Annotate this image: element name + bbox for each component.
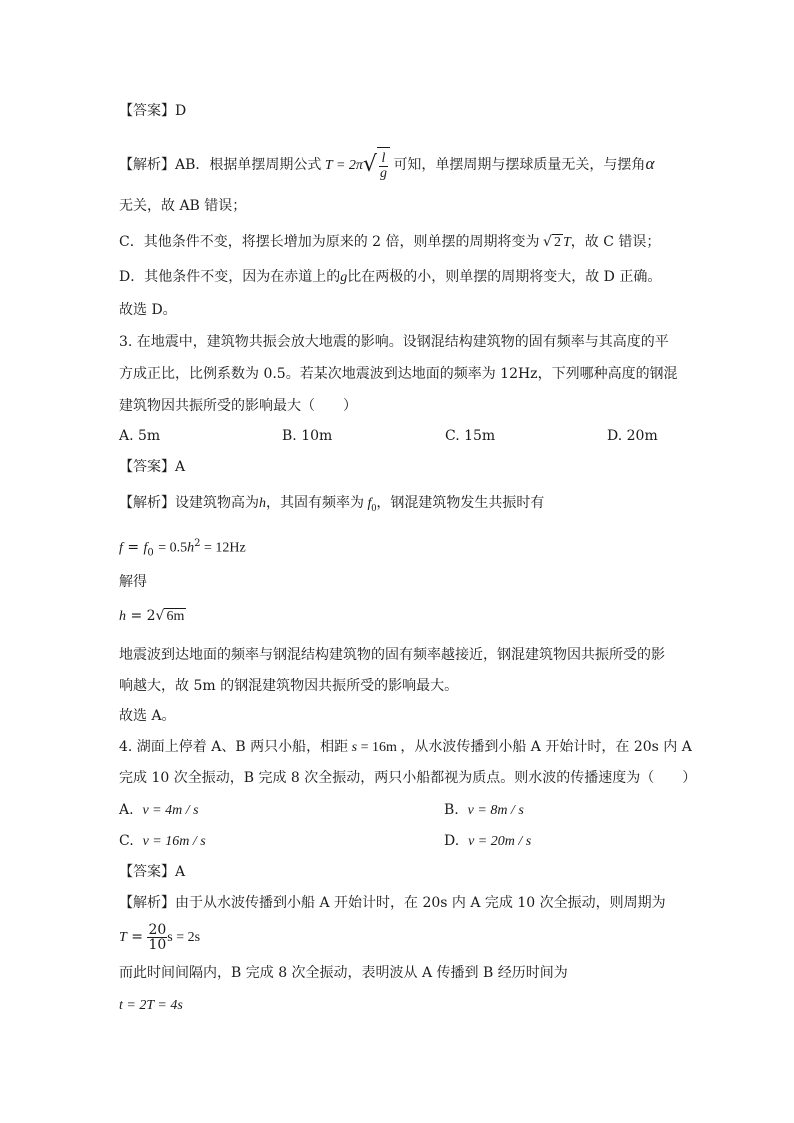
period-formula: T = 2π √ $\frac{l}{g}$: [321, 158, 393, 173]
d-line-text: D．其他条件不变，因为在赤道上的: [119, 269, 341, 285]
question-4-line1: [119, 737, 692, 758]
equation-t: t = 2T = 4s: [119, 998, 183, 1013]
sqrt2T-formula: √ 2 T: [543, 234, 571, 250]
explanation-q4-line1: 【解析】由于从水波传播到小船 A 开始计时，在 20s 内 A 完成 10 次全振动，则周期为: [119, 895, 666, 911]
choose-d: 故选 D。: [119, 302, 177, 318]
equation-h: h = 2√ 6m: [119, 608, 185, 624]
distance-formula: s = 16m: [348, 740, 397, 755]
expl-q2-mid: 可知，单摆周期与摆球质量无关，与摆角: [393, 157, 646, 173]
equation-f: $f = f_0 = 0.5h^2 = 12Hz$: [119, 538, 246, 559]
expl-q3-text-a: 【解析】设建筑物高为: [119, 495, 259, 511]
f0-symbol: $f_0$: [364, 496, 377, 514]
q4-text-a: 4. 湖面上停着 A、B 两只小船，相距: [119, 739, 349, 755]
q4-text-b: ，从水波传播到小船 A 开始计时，在 20s 内 A: [400, 739, 692, 755]
answer-q2: 【答案】D: [119, 103, 187, 119]
q3-conclusion-line1: 地震波到达地面的频率与钢混结构建筑物的固有频率越接近，钢混建筑物因共振所受的影: [119, 647, 665, 663]
d-line-tail: 比在两极的小，则单摆的周期将变大，故 D 正确。: [347, 269, 662, 285]
solve-label: 解得: [119, 574, 147, 590]
answer-q4: 【答案】A: [119, 864, 186, 880]
question-3-line3: 建筑物因共振所受的影响最大（ ）: [119, 398, 357, 414]
q4-option-b: B. v = 8m / s: [444, 802, 524, 818]
q3-conclusion-line2: 响越大，故 5m 的钢混建筑物因共振所受的影响最大。: [119, 678, 459, 694]
expl-q3-text-b: ，其固有频率为: [266, 495, 364, 511]
question-4-line2: 完成 10 次全振动，B 完成 8 次全振动，两只小船都视为质点。则水波的传播速度为（ ）: [119, 770, 697, 786]
q3-option-a: A. 5m: [119, 428, 161, 444]
explanation-q2-line2: 无关，故 AB 错误；: [119, 198, 247, 214]
q4-option-d: D. v = 20m / s: [444, 833, 532, 849]
alpha-symbol: α: [645, 154, 655, 173]
expl-q2-head: 【解析】AB．根据单摆周期公式: [119, 157, 322, 173]
explanation-q3-line1: [119, 493, 544, 519]
g-symbol: g: [340, 270, 348, 285]
c-line-text: C．其他条件不变，将摆长增加为原来的 2 倍，则单摆的周期将变为: [119, 234, 540, 250]
equation-T: T = $\frac{20}{10}$ s = 2s: [119, 921, 201, 953]
q4-option-c: C. v = 16m / s: [119, 833, 206, 849]
question-3-line2: 方成正比，比例系数为 0.5。若某次地震波到达地面的频率为 12Hz，下列哪种高度的钢混: [119, 366, 678, 382]
expl-q3-text-c: ，钢混建筑物发生共振时有: [376, 495, 545, 511]
q3-option-d: D. 20m: [607, 428, 658, 444]
explanation-q4-line2: 而此时间间隔内，B 完成 8 次全振动，表明波从 A 传播到 B 经历时间为: [119, 965, 568, 981]
explanation-q2-line1: [119, 146, 654, 185]
q3-option-b: B. 10m: [282, 428, 333, 444]
option-d-explanation: [119, 267, 661, 288]
choose-a: 故选 A。: [119, 708, 176, 724]
h-symbol: h: [259, 496, 266, 511]
sqrt6m: 6m: [166, 609, 185, 624]
c-line-tail: ，故 C 错误；: [570, 234, 661, 250]
answer-q3: 【答案】A: [119, 459, 186, 475]
question-3-line1: 3. 在地震中，建筑物共振会放大地震的影响。设钢混结构建筑物的固有频率与其高度的平: [119, 334, 669, 350]
q3-option-c: C. 15m: [445, 428, 496, 444]
q4-option-a: A. v = 4m / s: [119, 802, 199, 818]
option-c-explanation: [119, 232, 660, 253]
